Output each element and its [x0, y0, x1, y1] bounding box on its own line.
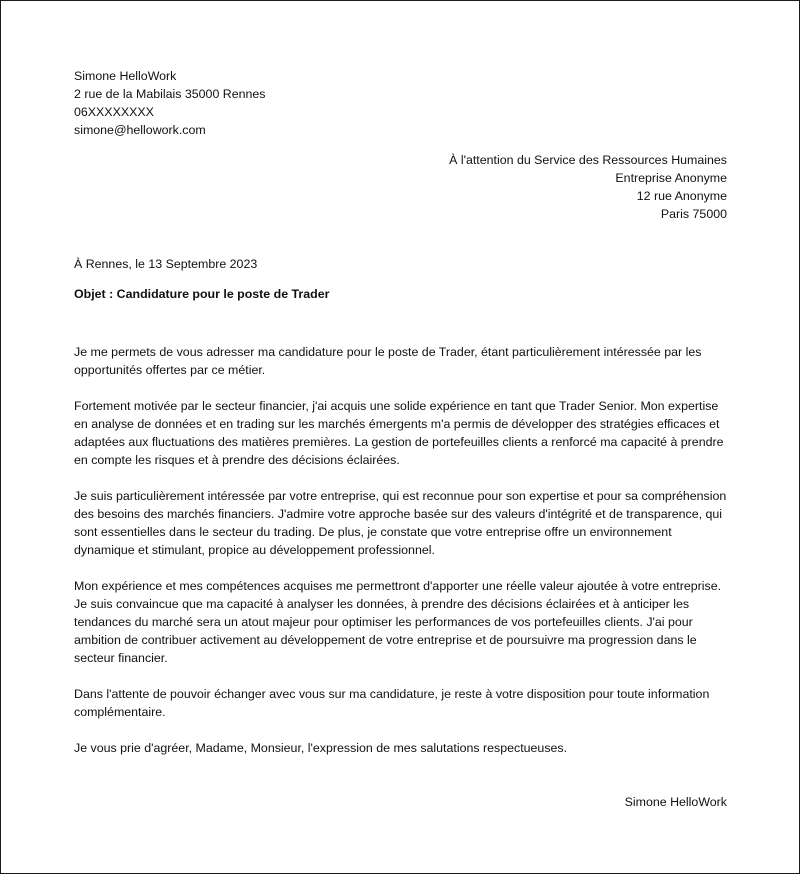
- recipient-block: [449, 151, 727, 223]
- closing-paragraph: Je vous prie d'agréer, Madame, Monsieur, l'expression de mes salutations respectueuses.: [74, 741, 568, 755]
- signature: Simone HelloWork: [624, 795, 727, 809]
- sender-name: Simone HelloWork: [74, 69, 177, 83]
- body-paragraph: Je me permets de vous adresser ma candidature pour le poste de Trader, étant particulièrement intéressée par les opportunités offertes par ce métier.: [74, 345, 702, 377]
- body-paragraph: Je suis particulièrement intéressée par votre entreprise, qui est reconnue pour son expertise et pour sa compréhension des besoins des marchés financiers. J'admire votre approche basée sur des valeurs d'intégrité et de transparence, qui sont essentielles dans le secteur du trading. De plus, je constate que votre entreprise offre un environnement dynamique et stimulant, propice au développement professionnel.: [74, 489, 727, 557]
- date-line: À Rennes, le 13 Septembre 2023: [74, 257, 258, 271]
- sender-email: simone@hellowork.com: [74, 123, 206, 137]
- subject-line: Objet : Candidature pour le poste de Trader: [74, 287, 330, 301]
- letter-body: [74, 343, 734, 775]
- body-paragraph: Mon expérience et mes compétences acquises me permettront d'apporter une réelle valeur ajoutée à votre entreprise. Je suis convaincue que ma capacité à analyser les données, à prendre des décisions éclairées et à anticiper les tendances du marché sera un atout majeur pour optimiser les performances de vos portefeuilles clients. J'ai pour ambition de contribuer activement au développement de votre entreprise et de poursuivre ma progression dans le secteur financier.: [74, 579, 722, 665]
- sender-address: 2 rue de la Mabilais 35000 Rennes: [74, 87, 266, 101]
- sender-block: [74, 67, 266, 139]
- body-paragraph: Dans l'attente de pouvoir échanger avec vous sur ma candidature, je reste à votre disposition pour toute information complémentaire.: [74, 687, 710, 719]
- recipient-attention: À l'attention du Service des Ressources Humaines: [449, 153, 727, 167]
- recipient-street: 12 rue Anonyme: [636, 189, 727, 203]
- sender-phone: 06XXXXXXXX: [74, 105, 154, 119]
- body-paragraph: Fortement motivée par le secteur financier, j'ai acquis une solide expérience en tant que Trader Senior. Mon expertise en analyse de données et en trading sur les marchés émergents m'a permis de développer des stratégies efficaces et adaptées aux fluctuations des matières premières. La gestion de portefeuilles clients a renforcé ma capacité à prendre en compte les risques et à prendre des décisions éclairées.: [74, 399, 724, 467]
- recipient-city: Paris 75000: [660, 207, 727, 221]
- recipient-company: Entreprise Anonyme: [615, 171, 727, 185]
